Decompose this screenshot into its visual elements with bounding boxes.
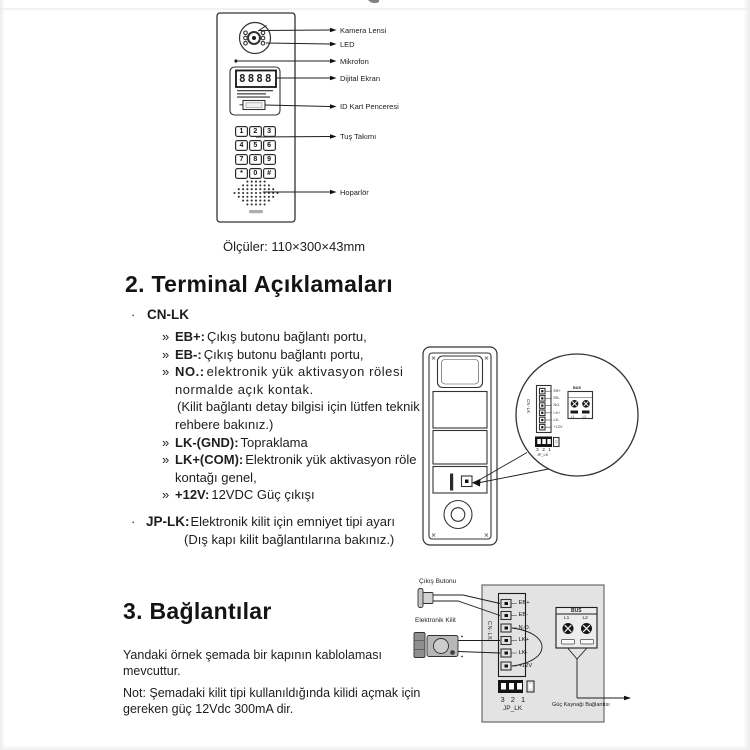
- item-marker: »: [162, 487, 170, 503]
- key-3: 3: [263, 126, 276, 137]
- wiring-pin-12v: +12V: [518, 662, 533, 669]
- terminal-pin-eb-minus: EB-: [553, 396, 560, 401]
- item-desc: Çıkış butonu bağlantı portu,: [203, 346, 364, 362]
- item-marker: »: [162, 329, 170, 344]
- terminal-sublist: [162, 328, 426, 504]
- item-desc: 12VDC Güç çıkışı: [211, 487, 315, 503]
- wiring-bus-label: BUS: [571, 608, 582, 614]
- terminal-bus-label: BUS: [573, 386, 582, 391]
- terminal-connector-label: CN-LK: [526, 399, 531, 414]
- key-9: 9: [263, 154, 276, 165]
- item-term: EB+:: [175, 329, 205, 344]
- item-term: LK+(COM):: [175, 452, 244, 468]
- item-term: EB-:: [175, 346, 202, 362]
- item-desc: Elektronik yük aktivasyon röle kontağı genel,: [175, 452, 417, 485]
- terminal-item-lk-gnd: [162, 434, 426, 452]
- electronic-lock-symbol: [414, 633, 425, 658]
- power-arrow: [624, 696, 631, 701]
- terminal-item-eb-plus: [162, 328, 426, 346]
- callout-speaker: Hoparlör: [340, 187, 369, 197]
- front-panel-drawing: [217, 13, 337, 222]
- wiring-pin-eb-plus: EB+: [518, 600, 530, 607]
- section3-title: 3. Bağlantılar: [123, 598, 272, 624]
- terminal-pin-lk-minus: LK-: [553, 417, 560, 422]
- bullet-dot: ·: [131, 307, 136, 322]
- exit-button-label: Çıkış Butonu: [419, 578, 457, 585]
- key-2: 2: [249, 126, 262, 137]
- item-desc: (Kilit bağlantı detay bilgisi için lütfen teknik rehbere bakınız.): [175, 399, 420, 432]
- rear-panel-drawing: [423, 347, 638, 545]
- terminal-pin-lk-plus: LK+: [553, 410, 561, 415]
- item-desc: elektronik yük aktivasyon rölesi normalde açık kontak.: [175, 364, 404, 397]
- terminal-pin-no: NO.: [553, 403, 561, 408]
- terminal-item-no: [162, 363, 426, 398]
- item-marker: »: [162, 346, 170, 362]
- jp-lk-term: JP-LK:: [146, 513, 190, 529]
- key-7: 7: [235, 154, 248, 165]
- section3-line2: mevcuttur.: [123, 664, 181, 678]
- key-5: 5: [249, 140, 262, 151]
- item-desc: Topraklama: [240, 434, 308, 450]
- callout-digital-display: Dijital Ekran: [340, 73, 381, 83]
- dimensions-caption: Ölçüler: 110×300×43mm: [223, 239, 366, 254]
- terminal-l2-label: L2: [582, 415, 587, 420]
- key-4: 4: [235, 140, 248, 151]
- digital-display-value: 8888: [239, 72, 274, 85]
- section2-title: 2. Terminal Açıklamaları: [125, 271, 393, 297]
- section3-line4: gereken güç 12Vdc 300mA dir.: [123, 702, 294, 716]
- terminal-jumper-label: JP_LK: [537, 453, 549, 457]
- callout-led: LED: [340, 39, 355, 49]
- key-1: 1: [235, 126, 248, 137]
- wiring-pin-lk-minus: LK-: [518, 649, 528, 656]
- callout-keypad: Tuş Takımı: [340, 132, 377, 141]
- item-term: LK-(GND):: [175, 434, 239, 450]
- wiring-jumper-numbers: 3 2 1: [500, 694, 528, 704]
- item-term: +12V:: [175, 487, 210, 503]
- key-6: 6: [263, 140, 276, 151]
- terminal-item-lk-com: [162, 451, 426, 486]
- exit-button-symbol: [418, 589, 423, 608]
- rear-slot: [450, 474, 453, 491]
- bullet-dot: ·: [131, 514, 136, 529]
- wiring-l1-label: L1: [564, 615, 570, 621]
- callout-microphone: Mikrofon: [340, 56, 369, 66]
- cn-lk-heading: CN-LK: [147, 306, 189, 322]
- power-supply-label: Güç Kaynağı Bağlantısı: [552, 702, 610, 708]
- wiring-pin-no: N.O.: [518, 624, 531, 631]
- microphone-hole: [234, 59, 237, 62]
- wiring-l2-label: L2: [582, 615, 588, 621]
- item-marker: »: [162, 364, 170, 380]
- jp-lk-note: (Dış kapı kilit bağlantılarına bakınız.): [184, 532, 395, 547]
- key-hash: #: [263, 168, 276, 179]
- callout-id-card-window: ID Kart Penceresi: [340, 102, 399, 111]
- item-marker: »: [162, 452, 170, 468]
- cropped-text-fragment: [368, 0, 379, 3]
- item-desc: Çıkış butonu bağlantı portu,: [206, 329, 367, 344]
- wiring-connector-label: CN-LK: [486, 621, 492, 641]
- section3-line1: Yandaki örnek şemada bir kapının kablolaması: [123, 648, 382, 662]
- terminal-item-note: [162, 398, 426, 433]
- terminal-l1-label: L1: [571, 415, 575, 420]
- item-term: NO.:: [175, 364, 205, 380]
- magnifier-circle: [516, 354, 638, 476]
- brand-mark: [249, 210, 263, 213]
- keypad: [235, 126, 276, 179]
- terminal-pin-eb-plus: EB+: [553, 388, 561, 393]
- key-star: *: [235, 168, 248, 179]
- electronic-lock-label: Elektronik Kilit: [415, 616, 456, 624]
- wiring-pin-lk-plus: LK+: [518, 637, 529, 644]
- wiring-jumper-label: JP_LK: [503, 705, 523, 712]
- terminal-pin-12v: +12V: [553, 424, 563, 429]
- jp-lk-desc: Elektronik kilit için emniyet tipi ayarı: [190, 513, 395, 529]
- wiring-pin-eb-minus: EB-: [518, 612, 529, 619]
- item-marker: »: [162, 434, 170, 450]
- key-8: 8: [249, 154, 262, 165]
- terminal-item-12v: [162, 486, 426, 504]
- terminal-jumper-numbers: 3 2 1: [536, 447, 553, 453]
- terminal-item-eb-minus: [162, 346, 426, 364]
- key-0: 0: [249, 168, 262, 179]
- callout-camera-lens: Kamera Lensi: [340, 25, 387, 35]
- jp-lk-line: [146, 514, 395, 529]
- section3-line3: Not: Şemadaki kilit tipi kullanıldığında kilidi açmak için: [123, 686, 421, 700]
